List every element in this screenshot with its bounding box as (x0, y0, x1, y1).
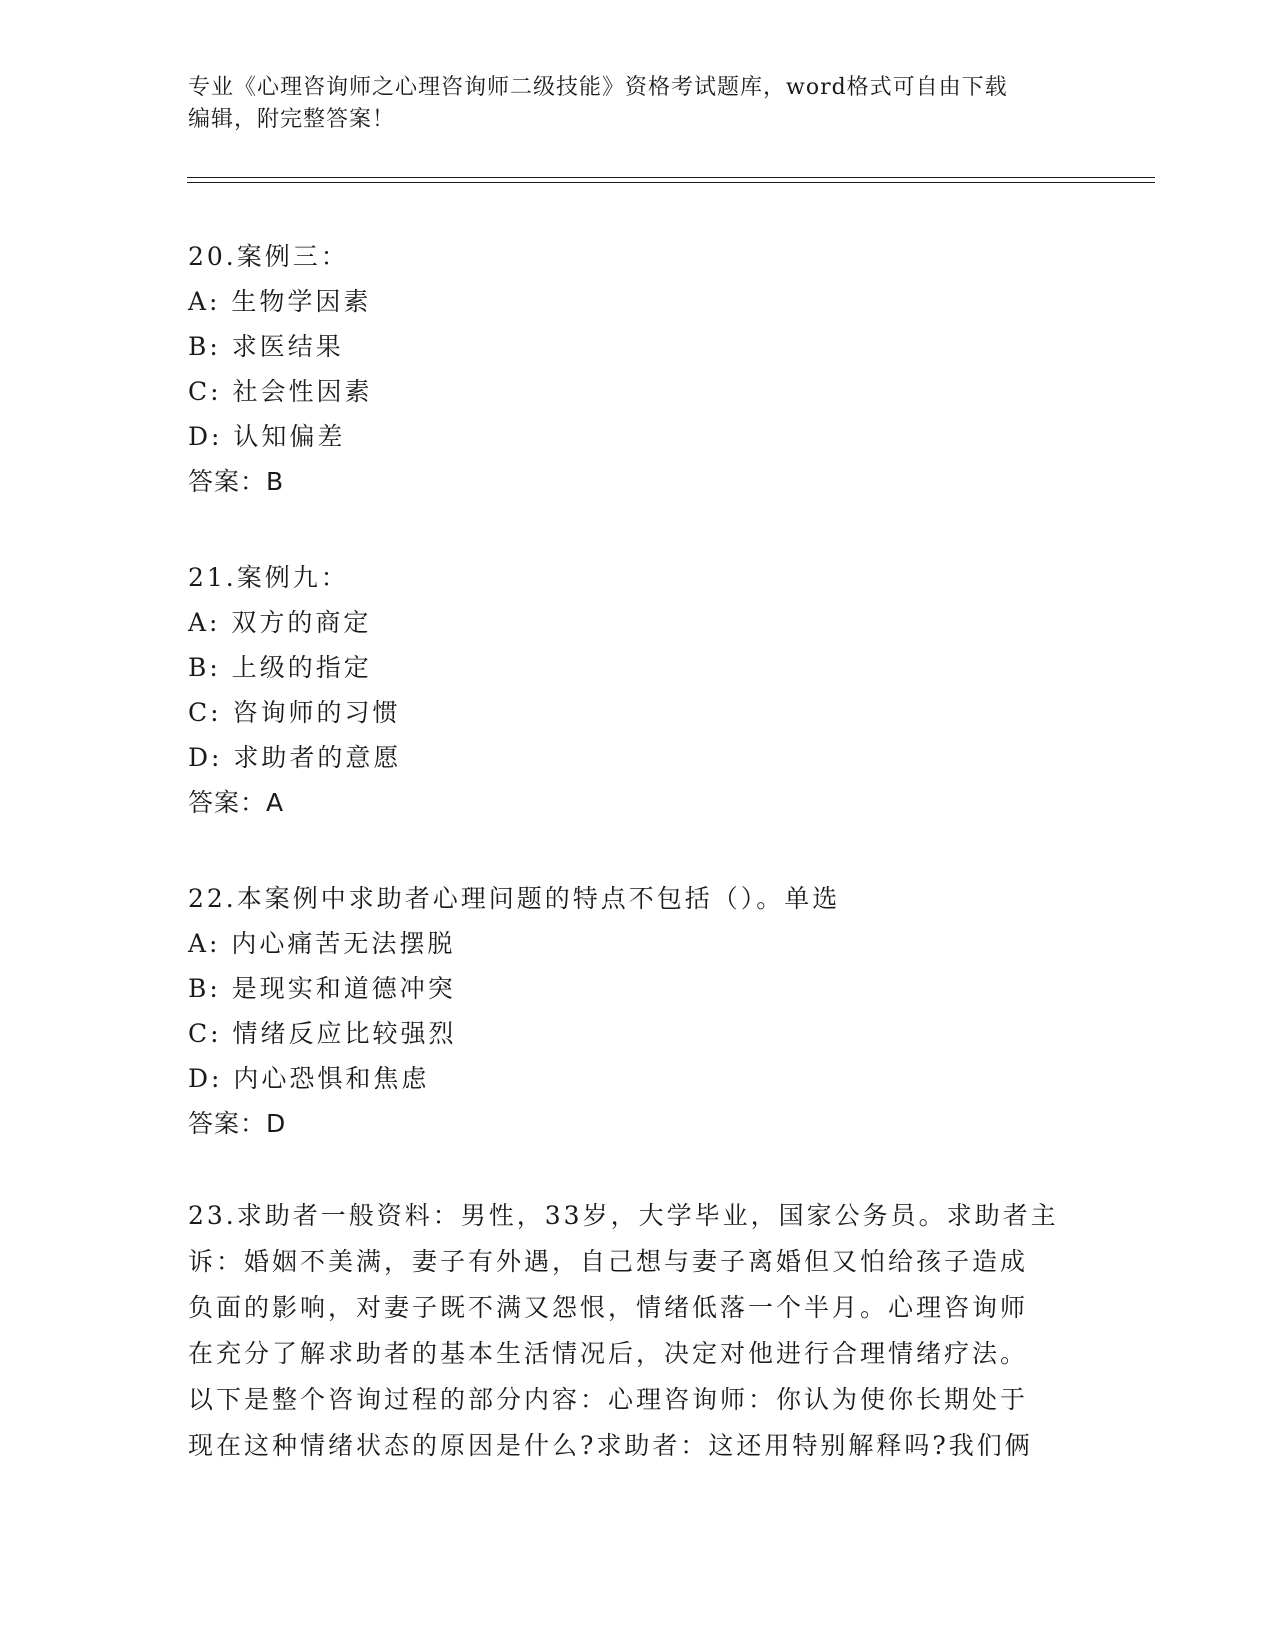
paragraph-line: 负面的影响，对妻子既不满又怨恨，情绪低落一个半月。心理咨询师 (188, 1293, 1029, 1322)
document-header (188, 72, 1068, 136)
question-stem: 21.案例九： (188, 563, 349, 592)
question-23 (188, 1193, 1088, 1469)
answer-line: 答案：D (188, 1109, 287, 1138)
answer-line: 答案：A (188, 788, 285, 817)
option-d: D: 求助者的意愿 (188, 743, 402, 772)
paragraph-line: 诉：婚姻不美满，妻子有外遇，自己想与妻子离婚但又怕给孩子造成 (188, 1247, 1029, 1276)
question-stem: 20.案例三： (188, 242, 349, 271)
option-a: A: 生物学因素 (188, 287, 372, 316)
option-a: A: 内心痛苦无法摆脱 (188, 929, 456, 958)
header-line-2: 编辑，附完整答案！ (188, 107, 396, 132)
paragraph-line: 23.求助者一般资料：男性，33岁，大学毕业，国家公务员。求助者主 (188, 1201, 1059, 1230)
question-21 (188, 555, 1088, 825)
option-b: B: 是现实和道德冲突 (188, 974, 456, 1003)
option-b: B: 上级的指定 (188, 653, 372, 682)
option-a: A: 双方的商定 (188, 608, 372, 637)
option-c: C: 情绪反应比较强烈 (188, 1019, 457, 1048)
paragraph-line: 以下是整个咨询过程的部分内容：心理咨询师：你认为使你长期处于 (188, 1385, 1029, 1414)
option-d: D: 内心恐惧和焦虑 (188, 1064, 430, 1093)
option-d: D: 认知偏差 (188, 422, 346, 451)
answer-line: 答案：B (188, 467, 285, 496)
header-divider-bottom (187, 182, 1155, 183)
question-stem: 22.本案例中求助者心理问题的特点不包括（）。单选 (188, 884, 841, 913)
paragraph-line: 在充分了解求助者的基本生活情况后，决定对他进行合理情绪疗法。 (188, 1339, 1029, 1368)
header-line-1: 专业《心理咨询师之心理咨询师二级技能》资格考试题库，word格式可自由下载 (188, 75, 1008, 100)
question-20 (188, 234, 1088, 504)
header-divider-top (187, 177, 1155, 178)
paragraph-line: 现在这种情绪状态的原因是什么?求助者：这还用特别解释吗?我们俩 (188, 1431, 1033, 1460)
question-22 (188, 876, 1088, 1146)
option-c: C: 社会性因素 (188, 377, 373, 406)
option-c: C: 咨询师的习惯 (188, 698, 401, 727)
option-b: B: 求医结果 (188, 332, 344, 361)
